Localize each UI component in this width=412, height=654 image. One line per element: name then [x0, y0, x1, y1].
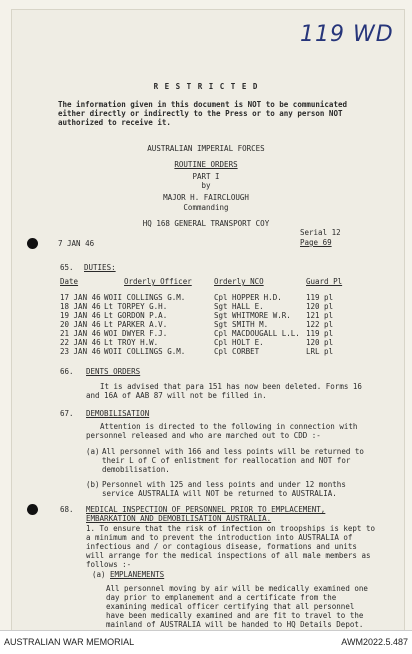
by-label: by: [201, 181, 211, 190]
handwritten-annotation: 119 WD: [300, 22, 394, 47]
section-67-b-label: (b): [86, 480, 100, 489]
duty-officer: Lt TORPEY G.H.: [104, 302, 168, 311]
punch-hole-top: [27, 238, 38, 249]
section-67-title: DEMOBILISATION: [86, 409, 150, 418]
duty-nco: Sgt WHITMORE W.R.: [214, 311, 291, 320]
col-header-date: Date: [60, 277, 79, 286]
officer-role: Commanding: [183, 203, 229, 212]
duty-officer: WOI DWYER F.J.: [104, 329, 168, 338]
col-header-nco: Orderly NCO: [214, 277, 264, 286]
section-68-sub-label: (a): [92, 570, 106, 579]
unit-name: HQ 168 GENERAL TRANSPORT COY: [142, 219, 270, 228]
order-date: 7 JAN 46: [58, 239, 95, 248]
section-66-text: It is advised that para 151 has now been deleted. Forms 16 and 16A of AAB 87 will not be filled in.: [86, 382, 362, 400]
duty-guard: 119 pl: [306, 293, 334, 302]
orders-title: ROUTINE ORDERS: [174, 160, 238, 169]
punch-hole-bottom: [27, 504, 38, 515]
duty-guard: 120 pl: [306, 338, 334, 347]
footer-institution: AUSTRALIAN WAR MEMORIAL: [4, 637, 135, 647]
part-label: PART I: [192, 172, 220, 181]
duty-date: 22 JAN 46: [60, 338, 101, 347]
security-notice: The information given in this document is NOT to be communicated either directly or indirectly to the Press or to any person NOT authorized to receive it.: [58, 100, 347, 127]
duty-nco: Cpl HOLT E.: [214, 338, 264, 347]
force-title: AUSTRALIAN IMPERIAL FORCES: [147, 144, 265, 153]
duties-title: DUTIES:: [84, 263, 116, 272]
duty-officer: WOII COLLINGS G.M.: [104, 293, 186, 302]
duty-guard: 122 pl: [306, 320, 334, 329]
duty-nco: Cpl CORBET: [214, 347, 260, 356]
duty-guard: 121 pl: [306, 311, 334, 320]
col-header-officer: Orderly Officer: [124, 277, 192, 286]
section-67-a-text: All personnel with 166 and less points will be returned to their L of C of enlistment for reallocation and NOT for demobilisation.: [102, 447, 364, 474]
page-number: Page 69: [300, 238, 332, 247]
section-67-intro: Attention is directed to the following in connection with personnel released and who are marched out to CDD :-: [86, 422, 358, 440]
section-66-title: DENTS ORDERS: [86, 367, 141, 376]
section-67-a-label: (a): [86, 447, 100, 456]
section-68-sub-text: All personnel moving by air will be medically examined one day prior to emplanement and a certificate from the examining medical officer certifying that all personnel have been medically examined and are fit to travel to the mainland of AUSTRALIA will be handed to HQ Details Depot.: [106, 584, 368, 629]
duty-officer: Lt GORDON P.A.: [104, 311, 168, 320]
duty-date: 18 JAN 46: [60, 302, 101, 311]
duty-guard: LRL pl: [306, 347, 334, 356]
duty-officer: Lt TROY H.W.: [104, 338, 159, 347]
duty-officer: Lt PARKER A.V.: [104, 320, 168, 329]
duty-date: 17 JAN 46: [60, 293, 101, 302]
footer-reference: AWM2022.5.487: [341, 637, 408, 647]
section-68-title: MEDICAL INSPECTION OF PERSONNEL PRIOR TO EMPLACEMENT, EMBARKATION AND DEMOBILISATION AUSTRALIA.: [86, 505, 326, 523]
archive-footer: [0, 630, 412, 654]
section-66-number: 66.: [60, 367, 74, 376]
duty-guard: 120 pl: [306, 302, 334, 311]
commanding-officer: MAJOR H. FAIRCLOUGH: [163, 193, 249, 202]
section-67-b-text: Personnel with 125 and less points and under 12 months service AUSTRALIA will NOT be returned to AUSTRALIA.: [102, 480, 346, 498]
duty-guard: 119 pl: [306, 329, 334, 338]
col-header-guard: Guard Pl: [306, 277, 343, 286]
duty-officer: WOII COLLINGS G.M.: [104, 347, 186, 356]
duty-date: 23 JAN 46: [60, 347, 101, 356]
section-68-text: 1. To ensure that the risk of infection on troopships is kept to a minimum and to prevent the introduction into AUSTRALIA of infectious and / or contagious disease, formations and units will arrange for the medical inspections of all male members as follows :-: [86, 524, 375, 569]
duty-nco: Cpl HOPPER H.D.: [214, 293, 282, 302]
section-68-number: 68.: [60, 505, 74, 514]
duty-nco: Cpl MACDOUGALL L.L.: [214, 329, 300, 338]
duty-date: 19 JAN 46: [60, 311, 101, 320]
serial-number: Serial 12: [300, 228, 341, 237]
duty-date: 21 JAN 46: [60, 329, 101, 338]
restricted-heading: R E S T R I C T E D: [153, 82, 259, 91]
section-68-sub-title: EMPLANEMENTS: [110, 570, 165, 579]
duty-nco: Sgt HALL E.: [214, 302, 264, 311]
section-65-number: 65.: [60, 263, 74, 272]
duty-date: 20 JAN 46: [60, 320, 101, 329]
section-67-number: 67.: [60, 409, 74, 418]
duty-nco: Sgt SMITH M.: [214, 320, 269, 329]
